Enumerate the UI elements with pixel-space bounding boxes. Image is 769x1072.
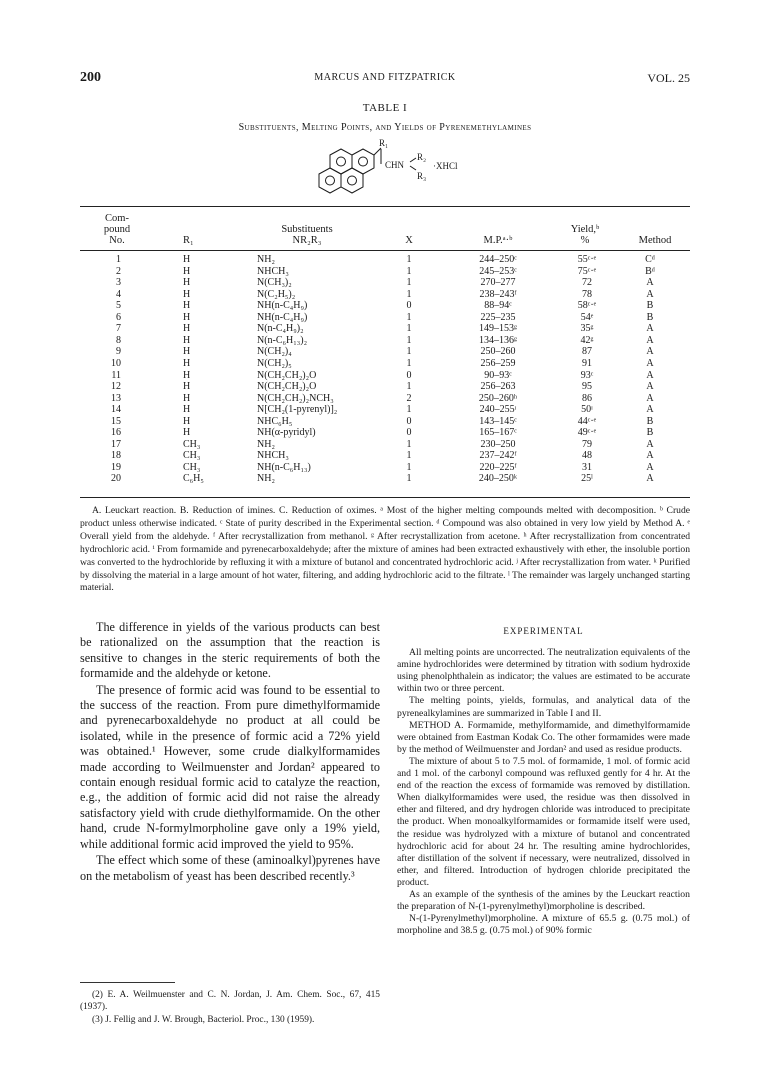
cell-substituent: N(CH₂CH₂)₂NCH₃: [257, 392, 334, 404]
table-row: [80, 473, 690, 484]
cell-substituent: N(CH₂CH₂)₂O: [257, 369, 317, 381]
cell-method: A: [646, 334, 654, 346]
cell-x: 1: [406, 346, 412, 358]
cell-substituent: NH(n-C₆H₁₃): [257, 461, 311, 473]
table-top-rule: [80, 206, 690, 207]
cell-yield: 54ᵉ: [580, 311, 594, 323]
cell-compound-no: 12: [111, 381, 121, 393]
cell-r1: H: [183, 381, 191, 393]
cell-melting-point: 256–259: [480, 357, 516, 369]
cell-r1: CH₃: [183, 461, 201, 473]
structure-r2-label: R₂: [417, 152, 427, 162]
cell-substituent: NH₂: [257, 438, 275, 450]
cell-compound-no: 11: [111, 369, 121, 381]
table-footnote-text: A. Leuckart reaction. B. Reduction of imines. C. Reduction of oximes. ᵃ Most of the higher melting compounds melted with decomposition. ᵇ Crude product unless otherwise indicated. ᶜ State of purity described in the Experimental section. ᵈ Compound was also obtained in very low yield by Method A. ᵉ Overall yield from the aldehyde. ᶠ After recrystallization from methanol. ᵍ After recrystallization from acetone. ʰ After recrystallization from concentrated hydrochloric acid. ⁱ From formamide and pyrenecarboxaldehyde; after the mixture of amines had been extracted exhaustively with ether, the insoluble portion was converted to the hydrochloride by refluxing it with a mixture of butanol and concentrated hydrochloric acid. ʲ After recrystallization from water. ᵏ Purified by dissolving the material in a large amount of hot water, filtering, and adding hydrochloric acid to the filtrate. ˡ The remainder was largely unchanged starting material.: [80, 505, 690, 594]
header-compound-line1: Com-: [105, 213, 129, 224]
cell-yield: 72: [582, 277, 592, 289]
table-row: [80, 300, 690, 311]
cell-yield: 35ᵍ: [580, 323, 594, 335]
cell-compound-no: 19: [111, 461, 121, 473]
body-paragraph: The difference in yields of the various products can best be rationalized on the assumption that the reaction is sensitive to changes in the steric requirements of both the formamide and the aldehyde or ketone.: [80, 620, 380, 681]
volume-label: VOL. 25: [647, 71, 690, 85]
cell-yield: 48: [582, 450, 592, 462]
cell-melting-point: 149–153ᵍ: [478, 323, 517, 335]
cell-yield: 86: [582, 392, 592, 404]
cell-melting-point: 143–145ᶜ: [479, 415, 517, 427]
header-yield-line1: Yield,ᵇ: [570, 224, 600, 235]
cell-compound-no: 2: [116, 265, 121, 277]
cell-yield: 44ᶜ·ᵉ: [577, 415, 597, 427]
header-yield-line2: %: [580, 235, 590, 246]
cell-compound-no: 7: [116, 323, 121, 335]
table-bottom-rule: [80, 497, 690, 498]
table-row: [80, 254, 690, 265]
cell-compound-no: 1: [116, 254, 121, 265]
structure-salt-label: ·XHCl: [433, 161, 458, 171]
cell-method: A: [646, 277, 654, 289]
cell-r1: H: [183, 369, 191, 381]
running-title: MARCUS AND FITZPATRICK: [314, 72, 456, 83]
cell-r1: H: [183, 346, 191, 358]
header-substituents-line2: NR₂R₃: [292, 235, 322, 246]
cell-substituent: N(CH₃)₂: [257, 277, 292, 289]
cell-melting-point: 250–260ʰ: [478, 392, 518, 404]
table-row: [80, 439, 690, 450]
header-r1: R₁: [183, 235, 194, 246]
cell-compound-no: 10: [111, 357, 121, 369]
table-row: [80, 323, 690, 334]
cell-x: 1: [406, 323, 412, 335]
cell-method: A: [646, 473, 654, 485]
cell-r1: H: [183, 427, 191, 439]
cell-method: A: [646, 346, 654, 358]
cell-x: 0: [406, 369, 412, 381]
table-row: [80, 346, 690, 357]
cell-method: A: [646, 438, 654, 450]
table-row: [80, 277, 690, 288]
cell-yield: 87: [582, 346, 592, 358]
cell-yield: 79: [582, 438, 592, 450]
cell-melting-point: 134–136ᵍ: [478, 334, 517, 346]
cell-x: 1: [406, 334, 412, 346]
cell-yield: 50ᶦ: [581, 404, 593, 416]
references-rule: [80, 982, 175, 983]
cell-x: 0: [406, 300, 412, 312]
cell-r1: H: [183, 288, 191, 300]
cell-substituent: N[CH₂(1-pyrenyl)]₂: [257, 404, 338, 416]
pyrene-structure-diagram: [0, 136, 769, 198]
cell-method: Bᵈ: [645, 265, 655, 277]
cell-x: 1: [406, 311, 412, 323]
cell-r1: H: [183, 334, 191, 346]
cell-x: 1: [406, 357, 412, 369]
table-label: TABLE I: [362, 102, 408, 114]
cell-melting-point: 90–93ᶜ: [484, 369, 512, 381]
cell-x: 1: [406, 381, 412, 393]
cell-yield: 58ᶜ·ᵉ: [577, 300, 597, 312]
cell-substituent: N(CH₂CH₂)₂O: [257, 381, 317, 393]
cell-compound-no: 4: [116, 288, 121, 300]
cell-method: A: [646, 461, 654, 473]
body-paragraph: The effect which some of these (aminoalkyl)pyrenes have on the metabolism of yeast has been described recently.³: [80, 853, 380, 883]
table-footnotes: [80, 505, 690, 595]
cell-r1: CH₃: [183, 450, 201, 462]
cell-substituent: N(C₂H₅)₂: [257, 288, 296, 300]
cell-compound-no: 17: [111, 438, 121, 450]
cell-substituent: NHCH₃: [257, 265, 289, 277]
table-row: [80, 289, 690, 300]
structure-r1-label: R₁: [379, 138, 389, 148]
cell-yield: 49ᶜ·ᵉ: [577, 427, 597, 439]
cell-x: 1: [406, 277, 412, 289]
cell-melting-point: 256–263: [480, 381, 516, 393]
cell-melting-point: 225–235: [480, 311, 516, 323]
cell-x: 1: [406, 254, 412, 265]
cell-r1: CH₃: [183, 438, 201, 450]
cell-melting-point: 270–277: [480, 277, 516, 289]
cell-compound-no: 15: [111, 415, 121, 427]
running-head: [80, 70, 690, 88]
cell-r1: H: [183, 392, 191, 404]
table-row: [80, 393, 690, 404]
cell-r1: H: [183, 254, 191, 265]
right-column: [397, 625, 690, 937]
cell-r1: H: [183, 357, 191, 369]
cell-r1: H: [183, 404, 191, 416]
cell-x: 0: [406, 415, 412, 427]
table-row: [80, 335, 690, 346]
structure-chn-label: CHN: [385, 160, 405, 170]
cell-yield: 93ᶜ: [580, 369, 594, 381]
cell-x: 1: [406, 461, 412, 473]
cell-substituent: N(n-C₆H₁₃)₂: [257, 334, 308, 346]
cell-substituent: NH₂: [257, 473, 275, 485]
cell-yield: 95: [582, 381, 592, 393]
cell-x: 1: [406, 265, 412, 277]
cell-x: 1: [406, 450, 412, 462]
cell-x: 0: [406, 427, 412, 439]
cell-r1: H: [183, 311, 191, 323]
cell-method: Cᵈ: [645, 254, 655, 265]
cell-compound-no: 18: [111, 450, 121, 462]
header-substituents-line1: Substituents: [281, 224, 333, 235]
cell-x: 1: [406, 473, 412, 485]
cell-yield: 25ˡ: [581, 473, 593, 485]
cell-melting-point: 245–253ᶜ: [479, 265, 517, 277]
cell-substituent: NH(α-pyridyl): [257, 427, 316, 439]
reference-item: (2) E. A. Weilmuenster and C. N. Jordan, J. Am. Chem. Soc., 67, 415 (1937).: [80, 990, 380, 1013]
table-row: [80, 427, 690, 438]
cell-yield: 31: [582, 461, 592, 473]
left-column: [80, 620, 380, 885]
cell-melting-point: 230–250: [480, 438, 516, 450]
cell-melting-point: 165–167ᶜ: [479, 427, 517, 439]
experimental-paragraph: METHOD A. Formamide, methylformamide, and dimethylformamide were obtained from Eastman Kodak Co. The other formamides were made by the method of Weilmuenster and Jordan² and used as residue products.: [397, 719, 690, 755]
table-header-rule: [80, 250, 690, 251]
structure-r3-label: R₃: [417, 171, 427, 181]
cell-method: A: [646, 392, 654, 404]
cell-method: A: [646, 404, 654, 416]
header-compound-line3: No.: [109, 235, 125, 246]
header-mp: M.P.ᵃ·ᵇ: [483, 235, 513, 246]
header-method: Method: [638, 235, 672, 246]
cell-compound-no: 9: [116, 346, 121, 358]
experimental-paragraph: As an example of the synthesis of the amines by the Leuckart reaction the preparation of N-(1-pyrenylmethyl)morpholine is described.: [397, 888, 690, 913]
reference-item: (3) J. Fellig and J. W. Brough, Bacteriol. Proc., 130 (1959).: [92, 1014, 315, 1025]
cell-melting-point: 237–242ᶠ: [479, 450, 517, 462]
cell-r1: H: [183, 323, 191, 335]
cell-substituent: N(n-C₄H₉)₂: [257, 323, 304, 335]
pyrene-ring-system: [319, 148, 416, 193]
cell-substituent: NH(n-C₄H₉): [257, 300, 308, 312]
cell-melting-point: 88–94ᶜ: [484, 300, 512, 312]
cell-x: 1: [406, 438, 412, 450]
table-row: [80, 381, 690, 392]
experimental-paragraph: The mixture of about 5 to 7.5 mol. of formamide, 1 mol. of formic acid and 1 mol. of the carbonyl compound was refluxed gently for 4 hr. At the end of the reaction the excess of formamide was removed by distillation. When dialkylformamides were used, the residue was then dissolved in ether and filtered, and dry hydrogen chloride was introduced to precipitate the product. When monoalkylformamides or formamide itself were used, the residue was hydrolyzed with a mixture of butanol and concentrated hydrochloric acid for about 24 hr. The resulting amine hydrochlorides, after distillation of the solvent if necessary, were neutralized, dissolved in ether, and filtered. Introduction of hydrogen chloride precipitated the product.: [397, 755, 690, 888]
table-row: [80, 370, 690, 381]
experimental-paragraph: All melting points are uncorrected. The neutralization equivalents of the amine hydrochlorides were determined by titration with sodium hydroxide using phenolphthalein as indicator; the values are estimated to be accurate within two or three percent.: [397, 647, 690, 695]
cell-method: A: [646, 381, 654, 393]
table-row: [80, 312, 690, 323]
cell-substituent: N(CH₂)₄: [257, 346, 292, 358]
table-row: [80, 462, 690, 473]
cell-r1: H: [183, 415, 191, 427]
cell-compound-no: 16: [111, 427, 121, 439]
cell-yield: 91: [582, 357, 592, 369]
experimental-heading: EXPERIMENTAL: [503, 626, 584, 636]
cell-melting-point: 250–260: [480, 346, 516, 358]
cell-melting-point: 240–250ᵏ: [478, 473, 518, 485]
cell-method: B: [646, 300, 654, 312]
cell-compound-no: 20: [111, 473, 121, 485]
cell-compound-no: 13: [111, 392, 121, 404]
cell-r1: H: [183, 265, 191, 277]
cell-melting-point: 220–225ᶠ: [479, 461, 517, 473]
table-row: [80, 416, 690, 427]
cell-method: A: [646, 357, 654, 369]
cell-method: A: [646, 288, 654, 300]
cell-compound-no: 6: [116, 311, 121, 323]
cell-method: B: [646, 415, 654, 427]
table-row: [80, 358, 690, 369]
references: [80, 982, 380, 1026]
header-x: X: [405, 235, 413, 246]
cell-method: A: [646, 450, 654, 462]
cell-melting-point: 240–255ᶦ: [479, 404, 517, 416]
cell-x: 2: [406, 392, 412, 404]
cell-substituent: NHC₆H₅: [257, 415, 293, 427]
cell-method: B: [646, 427, 654, 439]
cell-yield: 75ᶜ·ᵉ: [577, 265, 597, 277]
cell-substituent: N(CH₂)₅: [257, 357, 292, 369]
cell-compound-no: 5: [116, 300, 121, 312]
table-row: [80, 404, 690, 415]
page-number: 200: [80, 70, 101, 85]
cell-compound-no: 8: [116, 334, 121, 346]
cell-method: A: [646, 323, 654, 335]
cell-melting-point: 244–250ᶜ: [479, 254, 517, 265]
cell-x: 1: [406, 288, 412, 300]
table-caption: Substituents, Melting Points, and Yields of Pyrenemethylamines: [238, 122, 532, 133]
cell-method: B: [646, 311, 654, 323]
table-row: [80, 450, 690, 461]
cell-yield: 55ᶜ·ᵉ: [577, 254, 597, 265]
cell-substituent: NH₂: [257, 254, 275, 265]
cell-compound-no: 3: [116, 277, 121, 289]
body-paragraph: The presence of formic acid was found to be essential to the success of the reaction. From pure dimethylformamide and pyrenecarboxaldehyde no product at all could be isolated, while in the presence of formic acid a 72% yield was obtained.¹ However, some crude dialkylformamides made according to Weilmuenster and Jordan² appeared to contain enough residual formic acid to catalyze the reaction, e.g., the addition of formic acid did not raise the already satisfactory yield with crude diethylformamide. On the other hand, crude N-formylmorpholine gave only a 19% yield, while additional formic acid improved the yield to 95%.: [80, 682, 380, 851]
cell-compound-no: 14: [111, 404, 121, 416]
cell-x: 1: [406, 404, 412, 416]
cell-r1: H: [183, 300, 191, 312]
cell-substituent: NHCH₃: [257, 450, 289, 462]
experimental-paragraph: The melting points, yields, formulas, and analytical data of the pyrenealkylamines are summarized in Table I and II.: [397, 695, 690, 719]
header-compound-line2: pound: [103, 224, 131, 235]
experimental-paragraph: N-(1-Pyrenylmethyl)morpholine. A mixture of 65.5 g. (0.75 mol.) of morpholine and 38.5 g. (0.75 mol.) of 90% formic: [397, 913, 690, 937]
cell-yield: 42ᵍ: [580, 334, 594, 346]
cell-r1: H: [183, 277, 191, 289]
cell-r1: C₆H₅: [183, 473, 204, 485]
table-row: [80, 266, 690, 277]
cell-method: A: [646, 369, 654, 381]
cell-substituent: NH(n-C₄H₉): [257, 311, 308, 323]
cell-melting-point: 238–243ᶠ: [479, 288, 517, 300]
cell-yield: 78: [582, 288, 592, 300]
